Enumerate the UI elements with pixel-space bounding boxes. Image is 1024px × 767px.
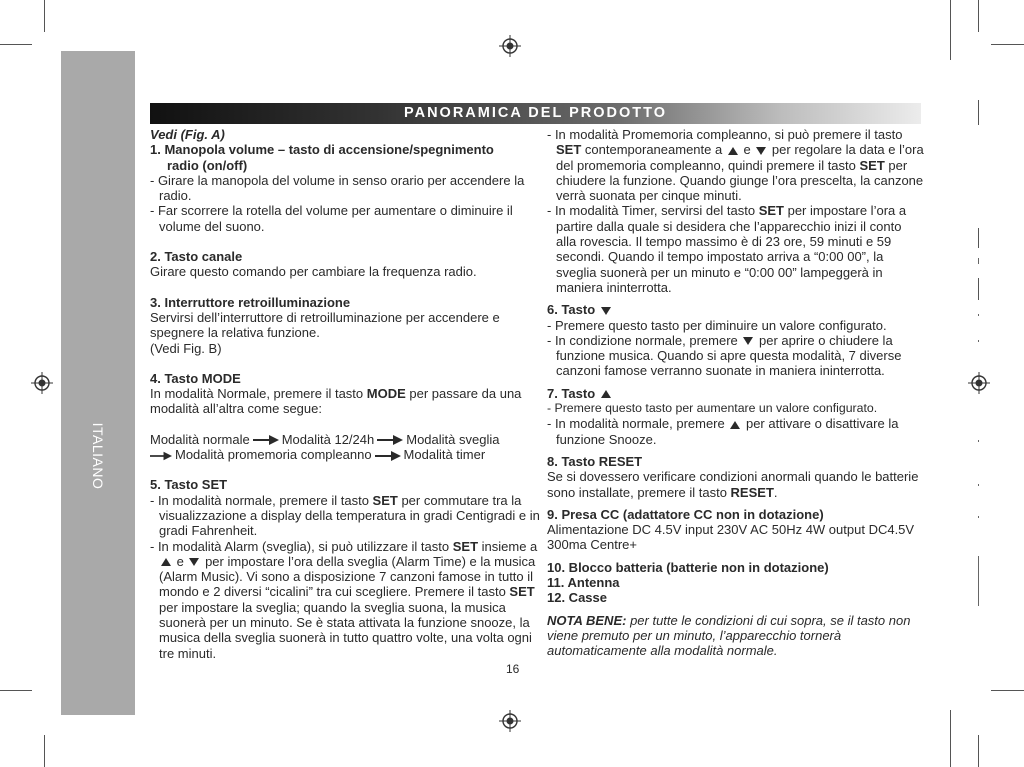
arrow-right-icon [375,451,401,461]
crop-mark [991,44,1024,45]
item-5-bullet-1: - In modalità normale, premere il tasto SET per commutare tra la visualizzazione a display della temperatura in gradi Centigradi e in gradi Fahrenheit. [150,492,540,539]
item-2-text: Girare questo comando per cambiare la frequenza radio. [150,264,477,280]
bleed-mark [978,314,979,316]
mode-normal: Modalità normale [150,431,250,447]
mode-12-24h: Modalità 12/24h [281,431,375,447]
item-1-title: 1. Manopola volume – tasto di accensione/spegnimento [150,142,494,158]
crop-mark [44,735,45,767]
item-7-bullet-2: - In modalità normale, premere per attivare o disattivare la funzione Snooze. [547,416,899,447]
language-tab-label-wrap [61,51,135,715]
crop-mark [991,690,1024,691]
triangle-down-icon [189,558,199,566]
item-6-title: 6. Tasto [547,302,925,317]
item-2-title: 2. Tasto canale [150,249,243,265]
triangle-down-icon [756,147,766,155]
section-header-bar [150,103,921,124]
bleed-mark [978,340,979,342]
right-column [547,127,925,659]
bleed-mark [978,440,979,442]
item-11-title: 11. Antenna [547,575,620,591]
triangle-up-icon [730,421,740,429]
item-5-bullet-2: - In modalità Alarm (sveglia), si può utilizzare il tasto SET insieme a e per impostare l’ora della sveglia (Alarm Time) e la musica (Alarm Music). Vi sono a disposizione 7 canzoni famose in tutto il mondo e 2 diversi “cicalini” tra cui scegliere. Premere il tasto SET per impostare la sveglia; quando la sveglia suona, la musica suonerà per un minuto. Se è stata attivata la funzione snooze, la musica della sveglia suonerà in tutto quattro volte, una volta ogni tre minuti. [150,538,538,661]
item-6-bullet-1: - Premere questo tasto per diminuire un valore configurato. [547,317,887,333]
item-3-title: 3. Interruttore retroilluminazione [150,294,351,310]
crop-mark [950,0,951,60]
item-10-title: 10. Blocco batteria (batterie non in dotazione) [547,559,829,575]
note-label: NOTA BENE: [547,612,627,628]
triangle-down-icon [743,337,753,345]
item-8-text: Se si dovessero verificare condizioni anormali quando le batterie sono installate, premere il tasto RESET. [547,469,919,500]
item-1-bullet-2: - Far scorrere la rotella del volume per aumentare o diminuire il volume del suono. [150,203,513,234]
mode-sequence [150,432,540,463]
triangle-up-icon [728,147,738,155]
item-9-title: 9. Presa CC (adattatore CC non in dotazione) [547,506,824,522]
crop-mark [978,0,979,32]
bleed-mark [978,484,979,486]
registration-mark-icon [499,710,521,732]
crop-mark [44,0,45,32]
item-12-title: 12. Casse [547,590,607,606]
left-column [150,127,540,661]
item-8-title: 8. Tasto RESET [547,453,643,469]
arrow-right-icon [150,451,172,461]
section-title: PANORAMICA DEL PRODOTTO [404,105,667,121]
triangle-up-icon [161,558,171,566]
timer-bullet: - In modalità Timer, servirsi del tasto SET per impostare l’ora a partire dalla quale si desidera che l’apparecchio inizi il conto alla rovescia. Il tempo massimo è di 23 ore, 59 minuti e 59 secondi. Quando il tempo impostato arriva a “0:00 00”, la sveglia suonerà per un minuto e “0:00 00” lampeggerà in maniera ininterrotta. [547,203,907,295]
item-5-title: 5. Tasto SET [150,477,228,493]
mode-timer: Modalità timer [403,447,486,463]
crop-mark [978,735,979,767]
crop-mark [978,228,979,248]
triangle-down-icon [601,307,611,315]
crop-mark [978,100,979,125]
registration-mark-icon [499,35,521,57]
bleed-mark [978,516,979,518]
item-7-bullet-1: - Premere questo tasto per aumentare un valore configurato. [547,401,878,416]
registration-mark-icon [968,372,990,394]
item-6-bullet-2: - In condizione normale, premere per aprire o chiudere la funzione musica. Quando si apre questa modalità, 7 diverse canzoni famose verranno suonate in maniera ininterrotta. [547,332,902,379]
mode-alarm: Modalità sveglia [406,431,500,447]
crop-mark [0,690,32,691]
language-tab-label: ITALIANO [90,422,106,490]
item-1-bullet-1: - Girare la manopola del volume in senso orario per accendere la radio. [150,172,525,204]
item-4-text: In modalità Normale, premere il tasto MODE per passare da una modalità all’altra come segue: [150,386,522,417]
registration-mark-icon [31,372,53,394]
triangle-up-icon [601,390,611,398]
crop-mark [978,278,979,300]
crop-mark [950,710,951,767]
item-9-text: Alimentazione DC 4.5V input 230V AC 50Hz 4W output DC4.5V 300ma Centre+ [547,522,915,553]
figure-reference: Vedi (Fig. A) [150,127,225,142]
bleed-mark [978,258,979,264]
bleed-mark [978,556,979,606]
crop-mark [0,44,32,45]
note: NOTA BENE: per tutte le condizioni di cui sopra, se il tasto non viene premuto per un minuto, l’apparecchio tornerà automaticamente alla modalità normale. [547,612,911,659]
item-1-title-cont: radio (on/off) [167,157,248,173]
item-7-title: 7. Tasto [547,386,925,401]
birthday-reminder-bullet: - In modalità Promemoria compleanno, si può premere il tasto SET contemporaneamente a e per regolare la data e l’ora del promemoria compleanno, quindi premere il tasto SET per chiudere la funzione. Quando giunge l’ora prescelta, la canzone verrà suonata per cinque minuti. [547,127,924,204]
page-number: 16 [506,662,520,676]
item-3-text: Servirsi dell’interruttore di retroilluminazione per accendere e spegnere la relativa funzione. [150,309,500,341]
item-4-title: 4. Tasto MODE [150,370,241,386]
arrow-right-icon [377,435,403,445]
arrow-right-icon [253,435,279,445]
mode-birthday-reminder: Modalità promemoria compleanno [175,447,372,463]
item-3-figure-ref: (Vedi Fig. B) [150,340,222,356]
